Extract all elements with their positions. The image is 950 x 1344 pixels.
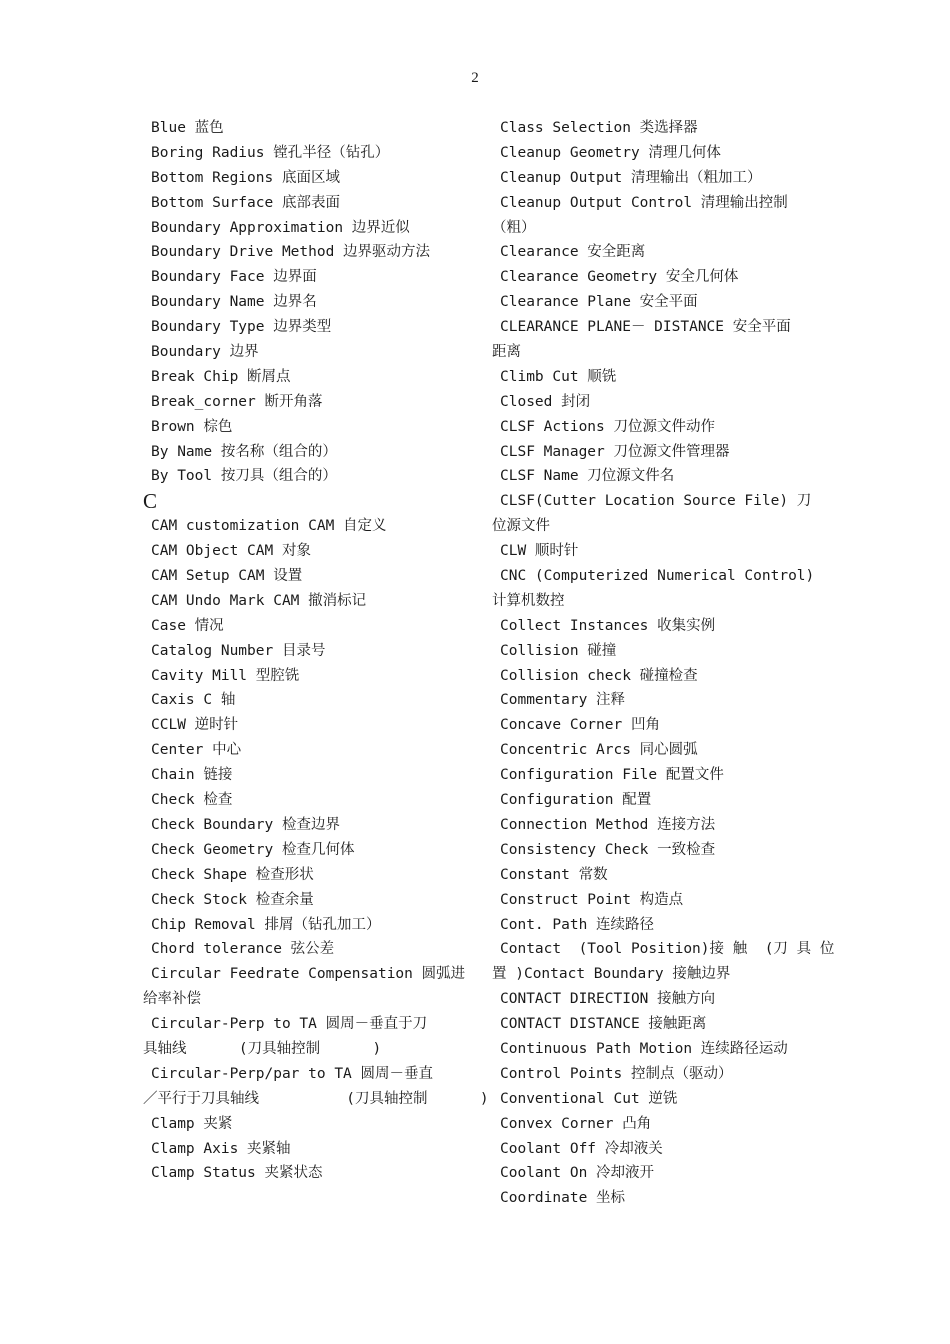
glossary-entry: Climb Cut 顺铣: [500, 368, 617, 385]
glossary-entry: CAM customization CAM 自定义: [151, 518, 387, 535]
glossary-entry: Boundary 边界: [151, 344, 259, 361]
glossary-entry: Class Selection 类选择器: [500, 120, 698, 136]
glossary-entry-continuation: 位源文件: [492, 518, 550, 535]
glossary-entry: Center 中心: [151, 742, 242, 759]
glossary-entry: CLW 顺时针: [500, 543, 579, 560]
glossary-entry: Construct Point 构造点: [500, 891, 684, 908]
glossary-entry: Clamp Axis 夹紧轴: [151, 1140, 291, 1157]
glossary-entry: Case 情况: [151, 617, 224, 634]
glossary-entry: Break Chip 断屑点: [151, 368, 291, 385]
glossary-entry: Clearance Geometry 安全几何体: [500, 269, 739, 286]
glossary-entry: Boundary Name 边界名: [151, 294, 317, 311]
glossary-entry: Constant 常数: [500, 866, 608, 883]
glossary-entry-continuation: ／平行于刀具轴线 (刀具轴控制 ): [143, 1090, 489, 1107]
glossary-entry: Check Geometry 检查几何体: [151, 841, 355, 858]
glossary-entry: Cleanup Geometry 清理几何体: [500, 144, 721, 161]
glossary-entry: Blue 蓝色: [151, 120, 224, 136]
glossary-entry: Circular-Perp/par to TA 圆周－垂直: [151, 1065, 434, 1082]
glossary-entry: Coordinate 坐标: [500, 1190, 626, 1207]
glossary-entry: Configuration File 配置文件: [500, 767, 724, 784]
glossary-entry: By Name 按名称（组合的）: [151, 443, 337, 460]
glossary-entry: Clearance 安全距离: [500, 244, 646, 261]
glossary-entry-continuation: 计算机数控: [492, 592, 565, 609]
glossary-entry-continuation: 给率补偿: [143, 991, 201, 1008]
glossary-entry: CCLW 逆时针: [151, 717, 239, 734]
glossary-entry: CLSF Manager 刀位源文件管理器: [500, 443, 730, 460]
glossary-entry: Boundary Face 边界面: [151, 269, 317, 286]
glossary-entry: Chip Removal 排屑（钻孔加工）: [151, 916, 381, 933]
glossary-entry: Break_corner 断开角落: [151, 393, 323, 410]
glossary-entry: Check Boundary 检查边界: [151, 816, 340, 833]
glossary-entry: CLSF Actions 刀位源文件动作: [500, 418, 715, 435]
glossary-entry: Commentary 注释: [500, 692, 626, 709]
glossary-entry: Boundary Type 边界类型: [151, 319, 332, 336]
glossary-entry: Check Stock 检查余量: [151, 891, 314, 908]
glossary-entry: Circular-Perp to TA 圆周－垂直于刀: [151, 1016, 428, 1033]
glossary-entry: CLSF Name 刀位源文件名: [500, 468, 675, 485]
glossary-entry: Coolant On 冷却液开: [500, 1165, 655, 1182]
glossary-entry-continuation: 具轴线 (刀具轴控制 ): [143, 1040, 382, 1057]
glossary-entry: CAM Object CAM 对象: [151, 543, 311, 560]
glossary-entry: Closed 封闭: [500, 393, 591, 410]
glossary-entry: Cleanup Output Control 清理输出控制: [500, 194, 788, 211]
glossary-entry: Control Points 控制点（驱动）: [500, 1065, 733, 1082]
glossary-entry: Catalog Number 目录号: [151, 642, 326, 659]
glossary-entry-continuation: （粗）: [492, 219, 536, 236]
glossary-entry: CLEARANCE PLANE－ DISTANCE 安全平面: [500, 319, 791, 336]
glossary-entry: CLSF(Cutter Location Source File) 刀: [500, 493, 812, 510]
glossary-entry: Boundary Approximation 边界近似: [151, 219, 410, 236]
glossary-entry: Conventional Cut 逆铣: [500, 1090, 678, 1107]
glossary-entry: Clamp Status 夹紧状态: [151, 1165, 323, 1182]
glossary-entry: Concentric Arcs 同心圆弧: [500, 742, 698, 759]
glossary-entry: Boundary Drive Method 边界驱动方法: [151, 244, 431, 261]
left-column: [143, 116, 489, 1186]
glossary-entry: Chord tolerance 弦公差: [151, 941, 335, 958]
page-number: 2: [471, 70, 479, 86]
glossary-entry: Continuous Path Motion 连续路径运动: [500, 1040, 788, 1057]
glossary-entry: Boring Radius 镗孔半径（钻孔）: [151, 144, 390, 161]
glossary-entry-continuation: 置 )Contact Boundary 接触边界: [492, 966, 731, 983]
glossary-entry: Configuration 配置: [500, 792, 652, 809]
glossary-entry: Clearance Plane 安全平面: [500, 294, 698, 311]
glossary-entry: Collect Instances 收集实例: [500, 617, 716, 634]
glossary-entry: CNC (Computerized Numerical Control): [500, 568, 815, 585]
glossary-entry: Contact (Tool Position)接 触 (刀 具 位: [500, 941, 835, 958]
glossary-entry-continuation: 距离: [492, 344, 521, 361]
glossary-entry: Check 检查: [151, 792, 233, 809]
glossary-entry: Bottom Surface 底部表面: [151, 194, 340, 211]
glossary-entry: Connection Method 连接方法: [500, 816, 716, 833]
section-heading: C: [143, 489, 158, 514]
glossary-entry: Collision check 碰撞检查: [500, 667, 698, 684]
glossary-entry: Check Shape 检查形状: [151, 866, 314, 883]
glossary-entry: Consistency Check 一致检查: [500, 841, 716, 858]
glossary-entry: Cleanup Output 清理输出（粗加工）: [500, 169, 762, 186]
glossary-entry: CAM Undo Mark CAM 撤消标记: [151, 592, 367, 609]
glossary-entry: Circular Feedrate Compensation 圆弧进: [151, 966, 466, 983]
glossary-entry: Coolant Off 冷却液关: [500, 1140, 663, 1157]
right-column: [492, 116, 835, 1211]
glossary-entry: Bottom Regions 底面区域: [151, 169, 340, 186]
glossary-entry: Chain 链接: [151, 767, 233, 784]
glossary-entry: Cont. Path 连续路径: [500, 916, 655, 933]
glossary-entry: Cavity Mill 型腔铣: [151, 667, 300, 684]
glossary-entry: By Tool 按刀具（组合的）: [151, 468, 337, 485]
glossary-entry: Brown 棕色: [151, 418, 233, 435]
glossary-entry: CONTACT DIRECTION 接触方向: [500, 991, 716, 1008]
glossary-entry: Collision 碰撞: [500, 642, 617, 659]
glossary-entry: Convex Corner 凸角: [500, 1115, 652, 1132]
glossary-entry: CAM Setup CAM 设置: [151, 568, 303, 585]
glossary-entry: Concave Corner 凹角: [500, 717, 660, 734]
glossary-entry: Clamp 夹紧: [151, 1115, 233, 1132]
glossary-entry: Caxis C 轴: [151, 692, 236, 709]
glossary-entry: CONTACT DISTANCE 接触距离: [500, 1016, 707, 1033]
